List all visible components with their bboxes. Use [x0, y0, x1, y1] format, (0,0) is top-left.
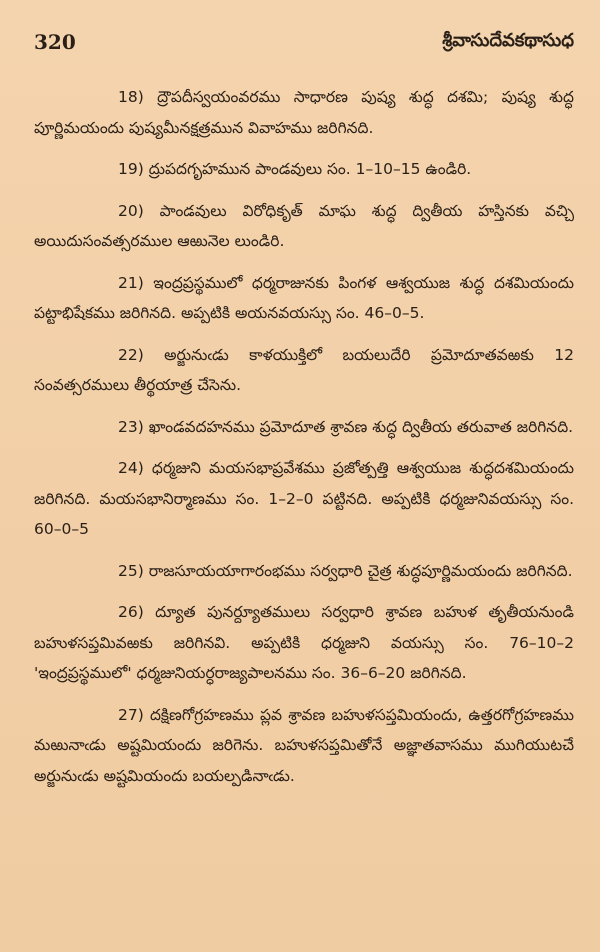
- running-title: శ్రీవాసుదేవకథాసుధ: [442, 30, 574, 51]
- entry-26: 26) ద్యూత పునర్ద్యూతములు సర్వధారి శ్రావణ బహుళ తృతీయనుండి బహుళసప్తమివఱకు జరిగినవి. అప్పటికి ధర్మజుని వయస్సు సం. 76–10–2 'ఇంద్రప్రస్థములో' ధర్మజునియర్ధరాజ్యపాలనము సం. 36–6–20 జరిగినది.: [34, 603, 574, 682]
- page-number: 320: [34, 30, 76, 54]
- entry-18: 18) ద్రౌపదీస్వయంవరము సాధారణ పుష్య శుద్ధ దశమి; పుష్య శుద్ధ పూర్ణిమయందు పుష్యమీనక్షత్రమున వివాహము జరిగినది.: [34, 88, 574, 137]
- entry-25: 25) రాజసూయయాగారంభము సర్వధారి చైత్ర శుద్ధపూర్ణిమయందు జరిగినది.: [118, 561, 573, 580]
- entry-19: 19) ద్రుపదగృహమున పాండవులు సం. 1–10–15 ఉండిరి.: [118, 160, 472, 178]
- entry-20: 20) పాండవులు విరోధికృత్ మాఘ శుద్ధ ద్వితీయ హస్తినకు వచ్చి అయిదుసంవత్సరముల ఆఱునెల లుండిరి.: [34, 201, 574, 250]
- entry-24: 24) ధర్మజుని మయసభాప్రవేశము ప్రజోత్పత్తి ఆశ్వయుజ శుద్ధదశమియందు జరిగినది. మయసభానిర్మాణము సం. 1–2–0 పట్టినది. అప్పటికి ధర్మజునివయస్సు సం. 60–0–5: [34, 459, 574, 538]
- body-text: [34, 82, 574, 791]
- entry-23: 23) ఖాండవదహనము ప్రమోదూత శ్రావణ శుద్ధ ద్వితీయ తరువాత జరిగినది.: [118, 417, 574, 436]
- entry-21: 21) ఇంద్రప్రస్థములో ధర్మరాజునకు పింగళ ఆశ్వయుజ శుద్ధ దశమియందు పట్టాభిషేకము జరిగినది. అప్పటికి అయనవయస్సు సం. 46–0–5.: [34, 273, 574, 322]
- entry-27: 27) దక్షిణగోగ్రహణము ప్లవ శ్రావణ బహుళసప్తమియందు, ఉత్తరగోగ్రహణము మఱునాఁడు అష్టమియందు జరిగెను. బహుళసప్తమితోనే అజ్ఞాతవాసము ముగియుటచే అర్జునుఁడు అష్టమియందు బయల్పడినాఁడు.: [34, 705, 574, 785]
- entry-22: 22) అర్జునుఁడు కాళయుక్తిలో బయలుదేరి ప్రమోదూతవఱకు 12 సంవత్సరములు తీర్థయాత్ర చేసెను.: [34, 345, 574, 394]
- page-header: [34, 30, 574, 60]
